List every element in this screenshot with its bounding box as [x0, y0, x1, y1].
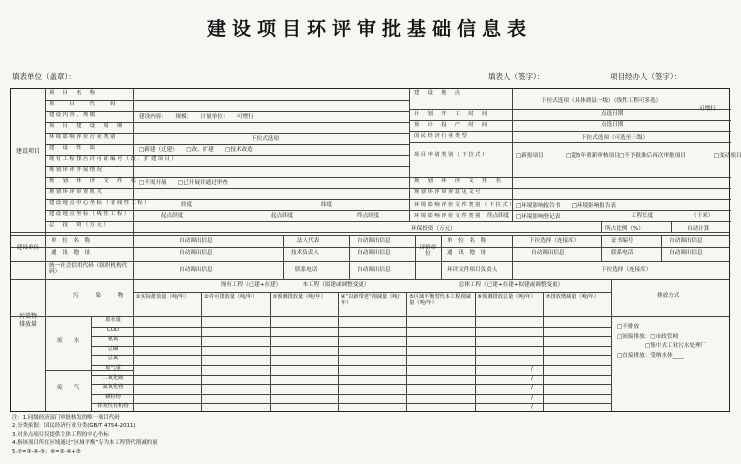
current-header: 本工程（拟建或调整变更） — [302, 282, 370, 288]
row-line — [409, 221, 731, 222]
industry-select[interactable]: 下拉式选项 — [251, 136, 279, 142]
section-construction: 建设项目 — [15, 148, 40, 155]
left-row-label: 建设地点中心坐标（非线性工程） — [49, 200, 151, 206]
left-row-label: 规划环评审查机关 — [49, 189, 104, 195]
start-date[interactable]: 点选日期 — [601, 111, 624, 117]
row-line — [409, 131, 731, 132]
row-line — [409, 199, 731, 200]
km-label: （千米） — [691, 213, 714, 219]
end-lat-label: 终点纬度 — [487, 213, 510, 219]
pollutant-item: COD — [107, 326, 119, 333]
right-row-label: 规划环评审查意见文号 — [414, 189, 482, 195]
eval-phone-auto: 自动调出信息 — [669, 250, 703, 256]
slash-mark: / — [531, 404, 533, 411]
total-header: 总体工程（已建+在建+拟建或调整变更） — [458, 282, 564, 288]
row-line — [91, 394, 611, 395]
row-line — [91, 346, 611, 347]
location-select[interactable]: 下拉式选项（具体到县一级）（线性工程可多选） — [541, 98, 662, 104]
pollutant-item: 挥发性有机物 — [97, 403, 129, 410]
length-label: 工程长度 — [631, 213, 654, 219]
col-line — [611, 279, 612, 411]
manager-label: 项目经办人（签字）： — [610, 72, 682, 81]
row-line — [409, 177, 731, 178]
scale-field[interactable]: 建设内容： 规模： 计量单位： 可增行 — [139, 114, 254, 120]
row-line — [45, 111, 409, 112]
col-line — [349, 235, 350, 279]
pollutant-col-header: ①实际排放量（吨/年） — [136, 294, 190, 300]
eval-author-label: 环评文件项目负责人 — [447, 267, 498, 273]
row-line — [409, 109, 731, 110]
row-line — [409, 188, 731, 189]
auto-calc-label: 自动计算 — [687, 226, 710, 232]
builder-address-auto: 自动调出信息 — [179, 250, 213, 256]
row-line — [409, 142, 731, 143]
eia-form-option[interactable]: □环境影响登记表 — [516, 214, 561, 220]
tech-lead-auto: 自动调出信息 — [357, 250, 391, 256]
left-row-label: 项 目 建 设 周 期 — [49, 123, 124, 129]
tech-lead-label: 技术负责人 — [291, 250, 319, 256]
right-row-label: 环境影响评价文件类别（下拉式） — [414, 202, 516, 208]
col-line — [601, 235, 602, 261]
left-row-label: 规划环评开展情况 — [49, 167, 104, 173]
right-row-label: 预 计 投 产 时 间 — [414, 122, 489, 128]
eval-author-dropdown[interactable]: 下拉选择（连接库） — [601, 267, 652, 273]
col-line — [601, 221, 602, 233]
nature-options[interactable]: □新建（迁建） □改、扩建 □技术改造 — [139, 147, 253, 153]
existing-header: 现有工程（已建+在建） — [220, 282, 282, 288]
legal-rep-auto: 自动调出信息 — [357, 238, 391, 244]
economy-select[interactable]: 下拉式选项（可选至三级） — [581, 135, 649, 141]
right-row-label: 国民经济行业类型 — [414, 133, 469, 139]
row-line — [409, 120, 731, 121]
builder-address-label: 通 讯 地 址 — [51, 250, 91, 256]
col-line — [415, 235, 416, 279]
application-options-left[interactable]: □新报项目 □超5年重新审核项目 — [516, 153, 620, 159]
row-line — [409, 210, 731, 211]
slash-mark: / — [531, 394, 533, 401]
row-line — [11, 261, 729, 262]
left-row-label: 项 目 名 称 — [49, 90, 97, 96]
pollutant-item: 氨氮 — [107, 336, 119, 343]
cert-auto: 自动调出信息 — [669, 238, 703, 244]
eval-address-label: 通 讯 地 址 — [447, 250, 487, 256]
info-table — [10, 88, 741, 412]
section-pollutant: 污染物排放量 — [18, 313, 37, 328]
pollutant-col-header: ④“以新带老”削减量（吨/年） — [340, 294, 400, 306]
start-lat-label: 起点纬度 — [271, 213, 294, 219]
pollutant-item: 颗粒物 — [105, 393, 121, 400]
col-line — [283, 235, 284, 279]
left-row-label: 项 目 代 码 — [49, 101, 117, 107]
slash-mark: / — [531, 375, 533, 382]
pollutant-col-header: ⑥预测排放总量（吨/年） — [477, 294, 536, 300]
eval-phone-label: 联系电话 — [611, 250, 634, 256]
col-line — [661, 235, 662, 261]
builder-name-label: 单 位 名 称 — [51, 238, 91, 244]
left-row-label: 建设地点坐标（线性工程） — [49, 211, 131, 217]
latitude-label: 纬度 — [321, 202, 333, 208]
left-row-label: 建设内容、规模 — [49, 112, 97, 118]
production-date[interactable]: 点选日期 — [601, 122, 624, 128]
left-row-label: 建 设 性 质 — [49, 145, 97, 151]
row-line — [91, 365, 611, 366]
credit-code-auto: 自动调出信息 — [179, 267, 213, 273]
builder-name-auto: 自动调出信息 — [179, 238, 213, 244]
pollutant-item: 废气量 — [105, 365, 121, 371]
start-lon-label: 起点经度 — [161, 213, 184, 219]
footnote-line: 3.对多点项目仅提供主体工程的中心坐标 — [12, 431, 109, 438]
credit-code-label: 统一社会信用代码（组织机构代码） — [49, 263, 128, 276]
application-options-right[interactable]: □不予批准后再次审批项目 □变动项目 — [619, 153, 741, 159]
pollutant-col-header: ⑦排放增减量（吨/年） — [545, 294, 599, 300]
footnotes — [12, 414, 158, 456]
form-title: 建设项目环评审批基础信息表 — [206, 18, 532, 40]
end-lon-label: 终点经度 — [357, 213, 380, 219]
right-row-label: 计 划 开 工 时 间 — [414, 111, 489, 117]
col-line — [671, 221, 672, 233]
filler-label: 填表人（签字）： — [488, 72, 545, 81]
pollutant-item: 氮氧化物 — [102, 384, 124, 391]
row-line — [91, 384, 611, 385]
row-line — [11, 232, 729, 233]
footnote-line: 2.分类依据：国民经济行业分类(GB/T 4754-2011) — [12, 423, 136, 430]
col-line — [91, 316, 92, 411]
eval-address-auto: 自动调出信息 — [531, 250, 565, 256]
right-row-label: 项目申请类别（下拉式） — [414, 152, 489, 158]
pollutant-col-header: ⑤区域平衡替代本工程削减量（吨/年） — [409, 294, 471, 306]
footnote-line: 注：1.同级经济部门审批核发的唯一项目代码 — [12, 415, 120, 421]
slash-mark: / — [531, 366, 533, 372]
col-line — [441, 235, 442, 279]
row-line — [91, 403, 611, 404]
eval-dropdown[interactable]: 下拉选择（连接库） — [529, 238, 580, 244]
left-row-label: 环境影响评价行业类别 — [49, 134, 117, 140]
row-line — [45, 144, 409, 145]
col-line — [45, 89, 46, 411]
row-line — [91, 355, 611, 356]
left-row-label: 规 划 环 评 文 件 名 — [49, 178, 138, 184]
pollutant-header: 污 染 物 — [73, 293, 124, 299]
wastegas-label: 废 气 — [57, 385, 80, 391]
builder-phone-label: 联系电话 — [295, 267, 318, 273]
row-line — [133, 292, 611, 293]
left-row-label: 现有工程排污许可证编号（改、扩建项目） — [49, 156, 179, 162]
pollutant-item: 二氧化硫 — [102, 374, 124, 381]
proportion-label: 所占比例（%） — [605, 226, 644, 232]
right-row-label: 建 设 地 点 — [414, 90, 462, 96]
row-line — [11, 235, 729, 236]
legal-rep-label: 法人代表 — [297, 238, 320, 244]
footnote-line: 5.⑦=③-④-⑤；⑥=②-④+③ — [12, 448, 81, 455]
cert-label: 证书编号 — [611, 238, 634, 244]
env-invest-label: 环保投资（万元） — [411, 226, 456, 232]
pollutant-col-header: ②许可排放量（吨/年） — [204, 294, 258, 300]
pollutant-col-header: ③预测排放量（吨/年） — [272, 294, 326, 300]
plan-status[interactable]: □不需开展 □已开展并通过审查 — [139, 180, 228, 186]
col-line — [512, 235, 513, 279]
section-builder: 建设单位 — [16, 245, 40, 251]
row-line — [91, 327, 611, 328]
builder-phone-auto: 自动调出信息 — [357, 267, 391, 273]
col-line — [133, 235, 134, 279]
pollutant-item: 总磷 — [107, 345, 119, 352]
fill-unit-label: 填表单位（盖章）： — [12, 72, 76, 81]
right-row-label: 规 划 环 评 文 件 名 — [414, 178, 503, 184]
footnote-line: 4.指该项目所在区域通过“区域平衡”专为本工程替代削减的量 — [12, 440, 158, 447]
eval-name-label: 单 位 名 称 — [447, 238, 487, 244]
eia-doc-options[interactable]: □环境影响报告书 □环境影响报告表 — [516, 203, 617, 209]
row-line — [91, 375, 611, 376]
col-line — [133, 89, 134, 235]
right-row-label: 环境影响评价文件类别 — [414, 213, 482, 219]
pollutant-item: 废水量 — [105, 317, 121, 323]
left-row-label: 总 投 资（万元） — [49, 222, 111, 228]
section-eval: 评价单位 — [419, 245, 437, 258]
row-line — [11, 247, 729, 248]
row-line — [11, 279, 729, 280]
can-add-note: 可增行 — [699, 106, 716, 112]
pollutant-item: 总氮 — [107, 355, 119, 362]
method-header: 排放方式 — [657, 293, 680, 299]
wastewater-label: 废 水 — [57, 338, 80, 344]
discharge-method-options[interactable]: □不排放 □间接排放：□市政管网 □集中式工业污水处理厂 □直接排放：受纳水体____ — [617, 324, 707, 359]
slash-mark: / — [531, 385, 533, 392]
row-line — [91, 336, 611, 337]
longitude-label: 经度 — [181, 202, 193, 208]
